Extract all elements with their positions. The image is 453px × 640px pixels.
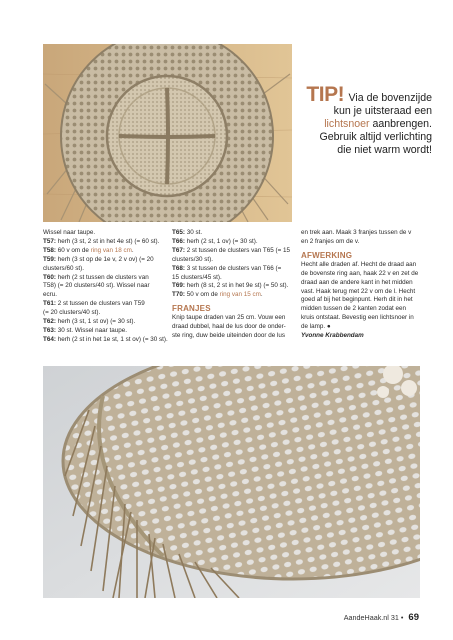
row-text: clusters/60 st). bbox=[43, 264, 84, 272]
col1-line bbox=[43, 274, 161, 283]
photo-crochet-lamp-top-art bbox=[43, 44, 292, 222]
col1-line bbox=[43, 265, 161, 274]
row-text: 60 v om de bbox=[55, 246, 91, 254]
page-footer bbox=[344, 612, 419, 623]
row-text: herh (3 st op de 1e v, 2 v ov) (= 20 bbox=[55, 255, 154, 263]
col2-para-line: draad dubbel, haal de lus door de onder- bbox=[172, 323, 286, 331]
col1-line bbox=[43, 300, 161, 309]
text-column-3 bbox=[301, 229, 420, 341]
col1-line bbox=[43, 291, 161, 300]
col2-line bbox=[172, 291, 290, 300]
tip-line-5: die niet warm wordt! bbox=[337, 144, 432, 156]
heading-afwerking: AFWERKING bbox=[301, 250, 353, 260]
column-2-lines bbox=[172, 229, 290, 300]
row-label: T69: bbox=[172, 282, 185, 290]
row-text: T58) (= 20 clusters/40 st). Wissel naar bbox=[43, 282, 150, 290]
col1-line bbox=[43, 318, 161, 327]
row-label: T70: bbox=[172, 291, 185, 299]
tip-line-2: kun je uitsteraad een bbox=[333, 105, 432, 117]
row-text: herh (3 st, 1 st ov) (= 30 st). bbox=[55, 318, 136, 326]
text-column-1 bbox=[43, 229, 168, 345]
row-suffix: . bbox=[131, 246, 134, 254]
row-text: herh (3 st, 2 st in het 4e st) (= 60 st). bbox=[55, 237, 160, 245]
row-label: T67: bbox=[172, 246, 185, 254]
tip-highlight-lichtsnoer: lichtsnoer bbox=[324, 118, 370, 130]
col1-line bbox=[43, 335, 168, 345]
col2-para-line: Knip taupe draden van 25 cm. Vouw een bbox=[172, 314, 286, 322]
row-label: T65: bbox=[172, 229, 185, 236]
tip-line-1: Via de bovenzijde bbox=[348, 92, 432, 104]
photo-crochet-lamp-top bbox=[43, 44, 292, 222]
row-label: T62: bbox=[43, 318, 56, 326]
footer-site: AandeHaak.nl 31 bbox=[343, 613, 399, 622]
row-suffix: . bbox=[260, 291, 263, 299]
row-label: T58: bbox=[43, 246, 56, 254]
col2-para-line: ste ring, duw beide uiteinden door de lus bbox=[172, 332, 286, 340]
tip-callout bbox=[300, 83, 432, 157]
col2-line bbox=[172, 247, 290, 256]
row-text: herh (8 st, 2 st in het 9e st) (= 50 st). bbox=[184, 282, 289, 290]
page-number: 69 bbox=[408, 612, 419, 623]
row-text: 2 st tussen de clusters van T59 bbox=[55, 300, 145, 308]
photo-crochet-lamp-closeup bbox=[43, 366, 420, 598]
row-text: Wissel naar taupe. bbox=[43, 229, 96, 236]
column-1-lines bbox=[43, 229, 168, 345]
row-text: (= 20 clusters/40 st). bbox=[43, 309, 101, 317]
col1-line bbox=[43, 282, 161, 291]
col3-para-line: de lamp. ● bbox=[301, 323, 331, 331]
highlight-text: ring van 18 cm bbox=[90, 246, 132, 254]
row-text: 15 clusters/45 st). bbox=[172, 273, 222, 281]
col3-line: en 2 franjes om de v. bbox=[301, 237, 360, 245]
row-label: T61: bbox=[43, 300, 56, 308]
col3-para-line: draad aan de andere kant in het midden bbox=[301, 278, 413, 286]
row-text: herh (2 st, 1 ov) (= 30 st). bbox=[184, 237, 258, 245]
row-text: herh (2 st in het 1e st, 1 st ov) (= 30 st). bbox=[55, 335, 168, 343]
highlight-text: ring van 15 cm bbox=[219, 291, 261, 299]
col1-line bbox=[43, 247, 161, 256]
col3-line: en trek aan. Maak 3 franjes tussen de v bbox=[301, 229, 412, 236]
row-label: T59: bbox=[43, 255, 56, 263]
footer-bullet: • bbox=[400, 613, 404, 622]
row-label: T60: bbox=[43, 273, 56, 281]
author-name: Yvonne Krabbendam bbox=[301, 332, 364, 340]
col3-para-line: kruis ontstaat. Bevestig een lichtsnoer in bbox=[301, 314, 414, 322]
column-2-paragraph bbox=[172, 314, 290, 341]
col1-line bbox=[43, 327, 161, 336]
col3-para-line: vast. Haak terug met 22 v om de l. Hecht bbox=[301, 287, 416, 295]
row-label: T64: bbox=[43, 335, 56, 343]
photo-crochet-lamp-closeup-art bbox=[43, 366, 420, 598]
col1-line bbox=[43, 229, 161, 238]
row-label: T68: bbox=[172, 264, 185, 272]
col2-line bbox=[172, 282, 290, 291]
heading-franjes: FRANJES bbox=[172, 304, 211, 314]
col2-line bbox=[172, 256, 290, 265]
tip-line-3: aanbrengen. bbox=[369, 118, 432, 130]
col3-para-line: goed af bij het beginpunt. Herh dit in het bbox=[301, 296, 413, 304]
row-text: 2 st tussen de clusters van T65 (= 15 bbox=[184, 246, 291, 254]
col3-para-line: midden tussen de 2 kanten zodat een bbox=[301, 305, 407, 313]
column-3-lines bbox=[301, 229, 420, 247]
row-label: T57: bbox=[43, 237, 56, 245]
row-text: clusters/30 st). bbox=[172, 255, 213, 263]
col2-line bbox=[172, 238, 290, 247]
col3-para-line: Hecht alle draden af. Hecht de draad aan bbox=[301, 260, 417, 268]
row-text: 50 v om de bbox=[184, 291, 220, 299]
col2-line bbox=[172, 265, 290, 274]
col1-line bbox=[43, 309, 161, 318]
row-text: 3 st tussen de clusters van T66 (= bbox=[184, 264, 282, 272]
row-text: ecru. bbox=[43, 291, 57, 299]
tip-line-4: Gebruik altijd verlichting bbox=[319, 131, 432, 143]
tip-word: TIP! bbox=[306, 83, 345, 106]
row-text: 30 st. bbox=[184, 229, 203, 236]
text-column-2 bbox=[172, 229, 290, 341]
col2-line bbox=[172, 229, 290, 238]
row-label: T66: bbox=[172, 237, 185, 245]
row-text: 30 st. Wissel naar taupe. bbox=[55, 326, 128, 334]
col3-para-line: de bovenste ring aan, haak 22 v en zet de bbox=[301, 269, 419, 277]
row-text: herh (2 st tussen de clusters van bbox=[55, 273, 149, 281]
column-3-paragraph bbox=[301, 261, 420, 332]
col2-line bbox=[172, 274, 290, 283]
row-label: T63: bbox=[43, 326, 56, 334]
col1-line bbox=[43, 238, 161, 247]
col1-line bbox=[43, 256, 161, 265]
